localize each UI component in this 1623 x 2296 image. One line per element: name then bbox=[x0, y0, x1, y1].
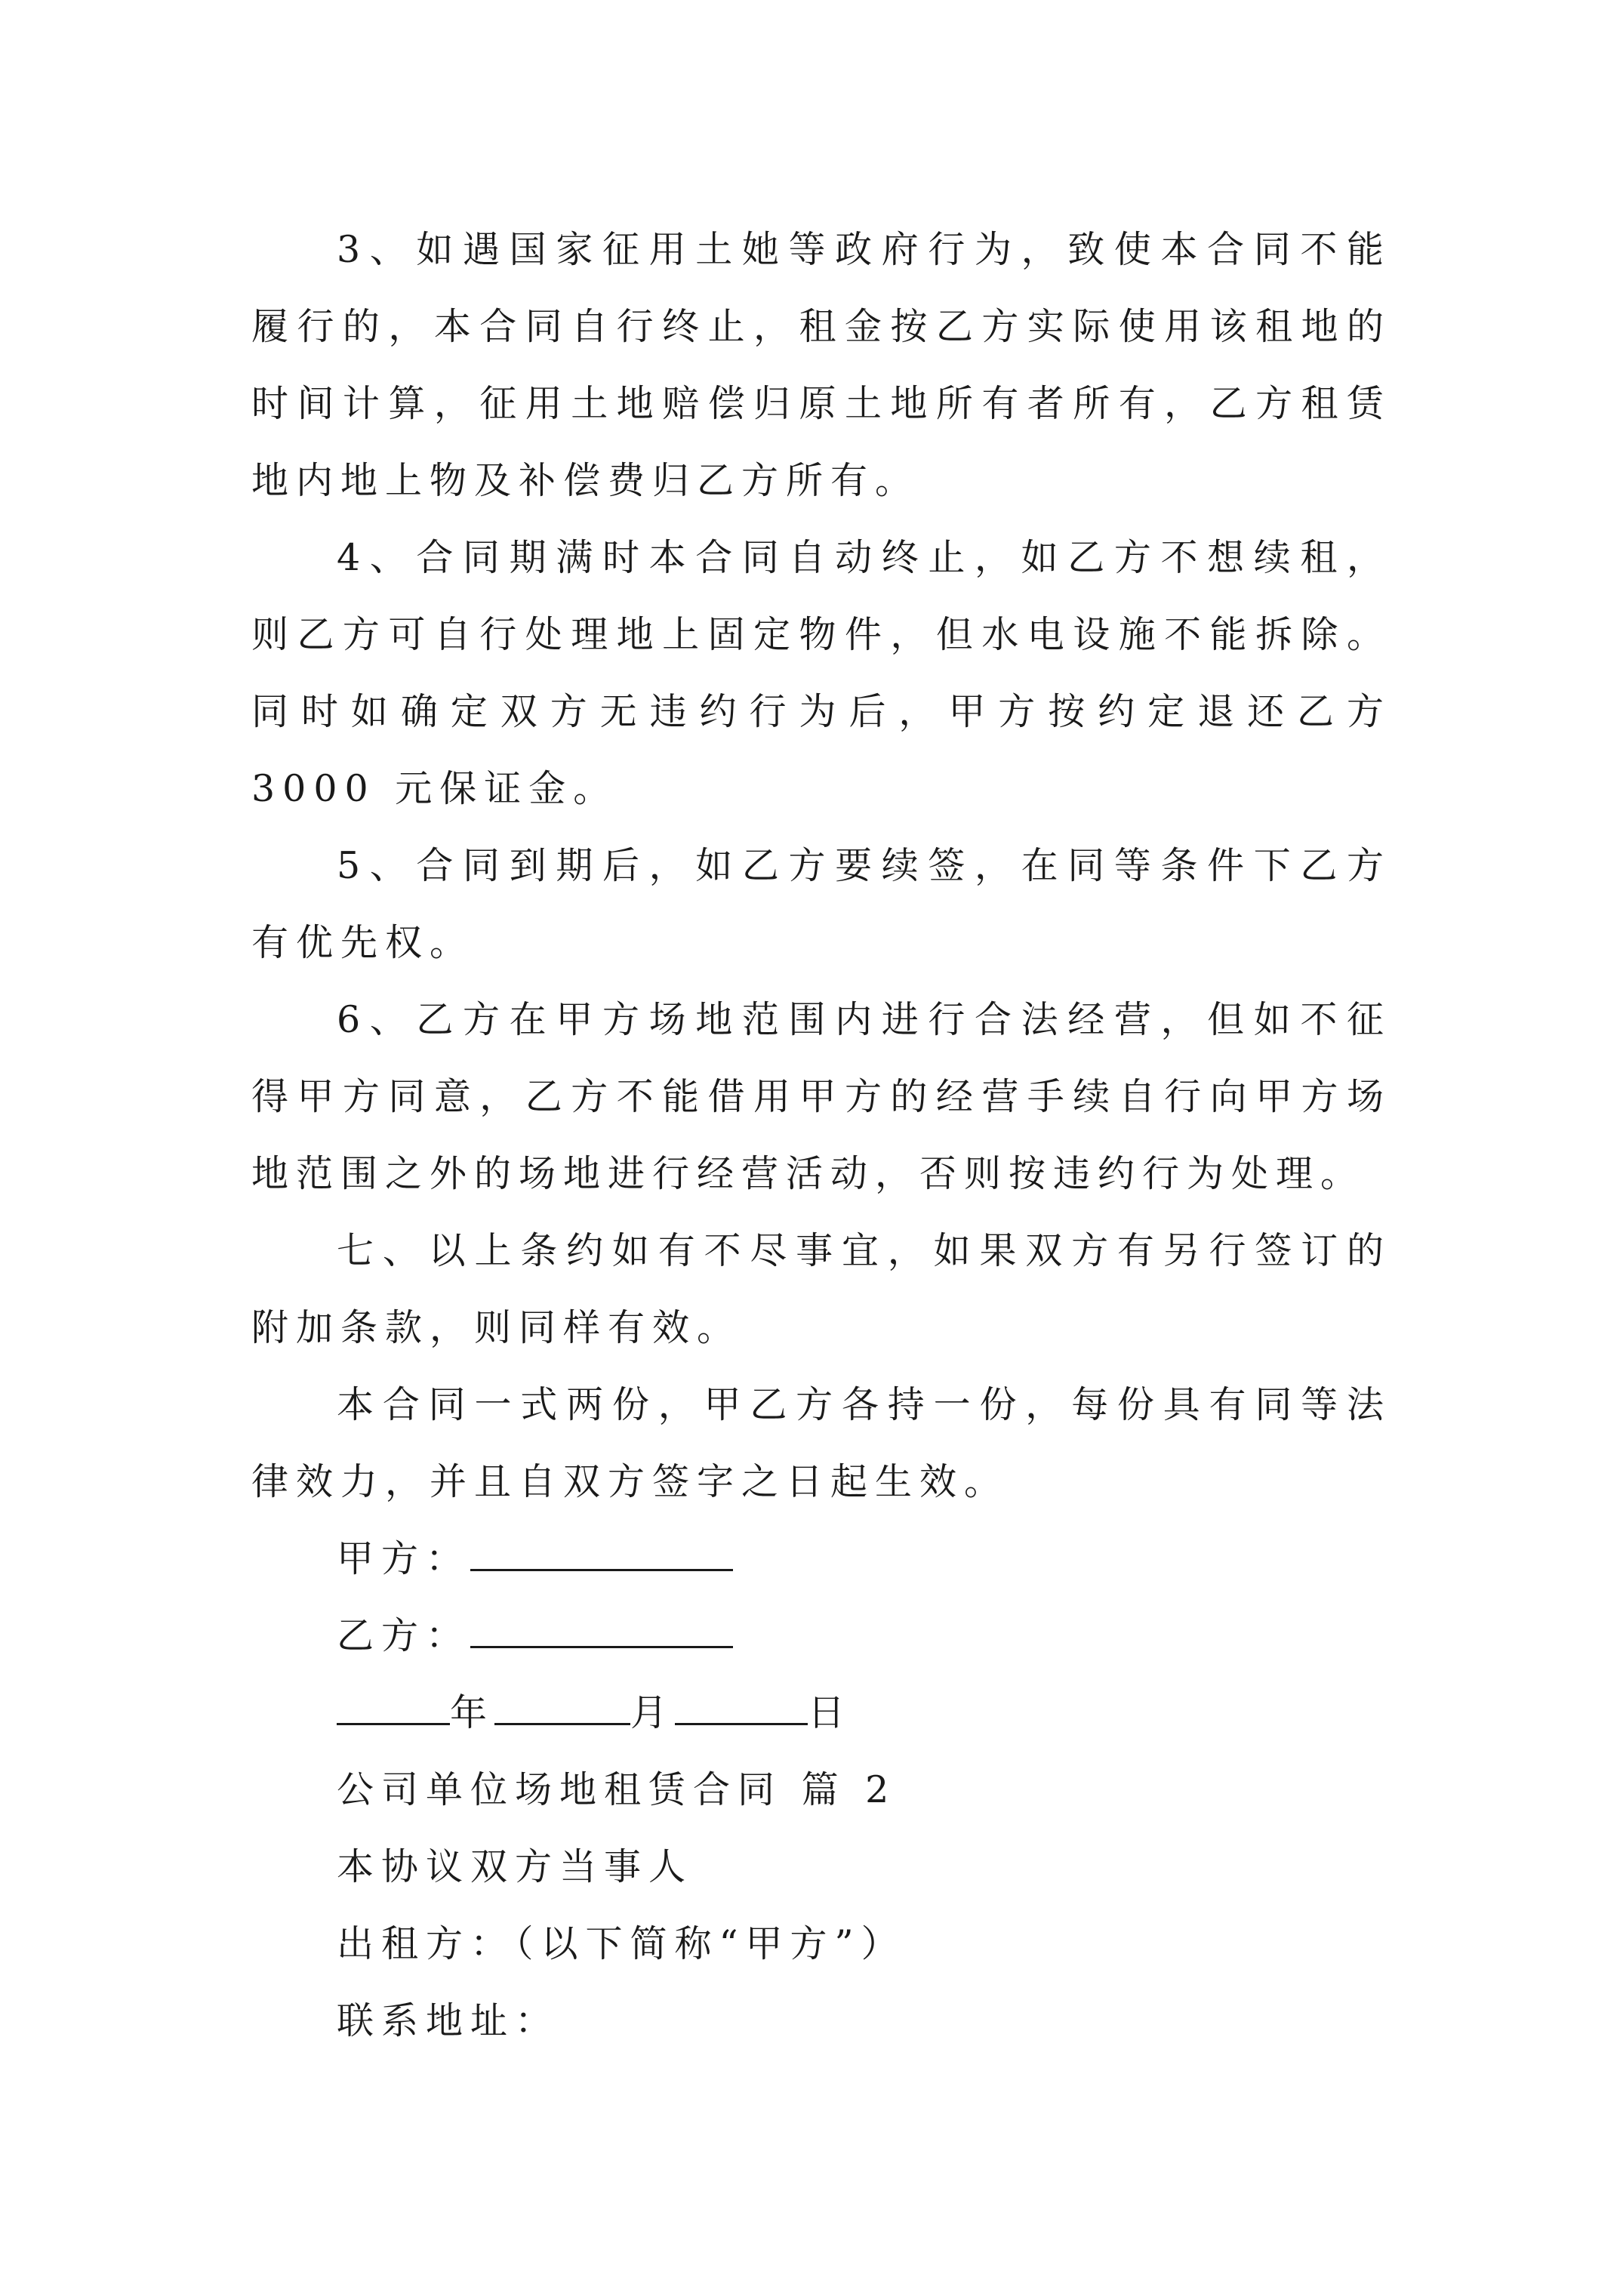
date-line bbox=[251, 1675, 1391, 1752]
document-body bbox=[251, 211, 1391, 2060]
month-blank bbox=[494, 1678, 630, 1725]
party-b-blank bbox=[470, 1601, 733, 1648]
lessor-line: 出租方：（以下简称“甲方”） bbox=[337, 1922, 906, 1965]
address-line: 联系地址： bbox=[337, 1999, 560, 2042]
day-blank bbox=[675, 1678, 808, 1725]
year-label: 年 bbox=[450, 1691, 495, 1734]
clause-5: 5、合同到期后，如乙方要续签，在同等条件下乙方有优先权。 bbox=[251, 844, 1391, 964]
clause-7: 七、以上条约如有不尽事宜，如果双方有另行签订的附加条款，则同样有效。 bbox=[251, 1229, 1391, 1349]
party-b-label: 乙方： bbox=[337, 1614, 471, 1657]
day-label: 日 bbox=[808, 1691, 853, 1734]
clause-6: 6、乙方在甲方场地范围内进行合法经营，但如不征得甲方同意，乙方不能借用甲方的经营手续自行向甲方场地范围之外的场地进行经营活动，否则按违约行为处理。 bbox=[251, 998, 1391, 1195]
month-label: 月 bbox=[630, 1691, 676, 1734]
year-blank bbox=[337, 1678, 450, 1725]
party-a-label: 甲方： bbox=[337, 1537, 471, 1580]
clause-4: 4、合同期满时本合同自动终止，如乙方不想续租，则乙方可自行处理地上固定物件，但水电设施不能拆除。同时如确定双方无违约行为后，甲方按约定退还乙方 3000 元保证金。 bbox=[251, 536, 1391, 810]
section-title: 公司单位场地租赁合同 篇 2 bbox=[337, 1768, 897, 1811]
clause-3: 3、如遇国家征用土她等政府行为，致使本合同不能履行的，本合同自行终止，租金按乙方实际使用该租地的时间计算，征用土地赔偿归原土地所有者所有，乙方租赁地内地上物及补偿费归乙方所有。 bbox=[251, 228, 1391, 502]
party-a-signature-line bbox=[251, 1521, 1391, 1598]
intro-line: 本协议双方当事人 bbox=[337, 1845, 694, 1888]
party-b-signature-line bbox=[251, 1598, 1391, 1675]
party-a-blank bbox=[470, 1524, 733, 1571]
copies-clause: 本合同一式两份，甲乙方各持一份，每份具有同等法律效力，并且自双方签字之日起生效。 bbox=[251, 1383, 1391, 1503]
